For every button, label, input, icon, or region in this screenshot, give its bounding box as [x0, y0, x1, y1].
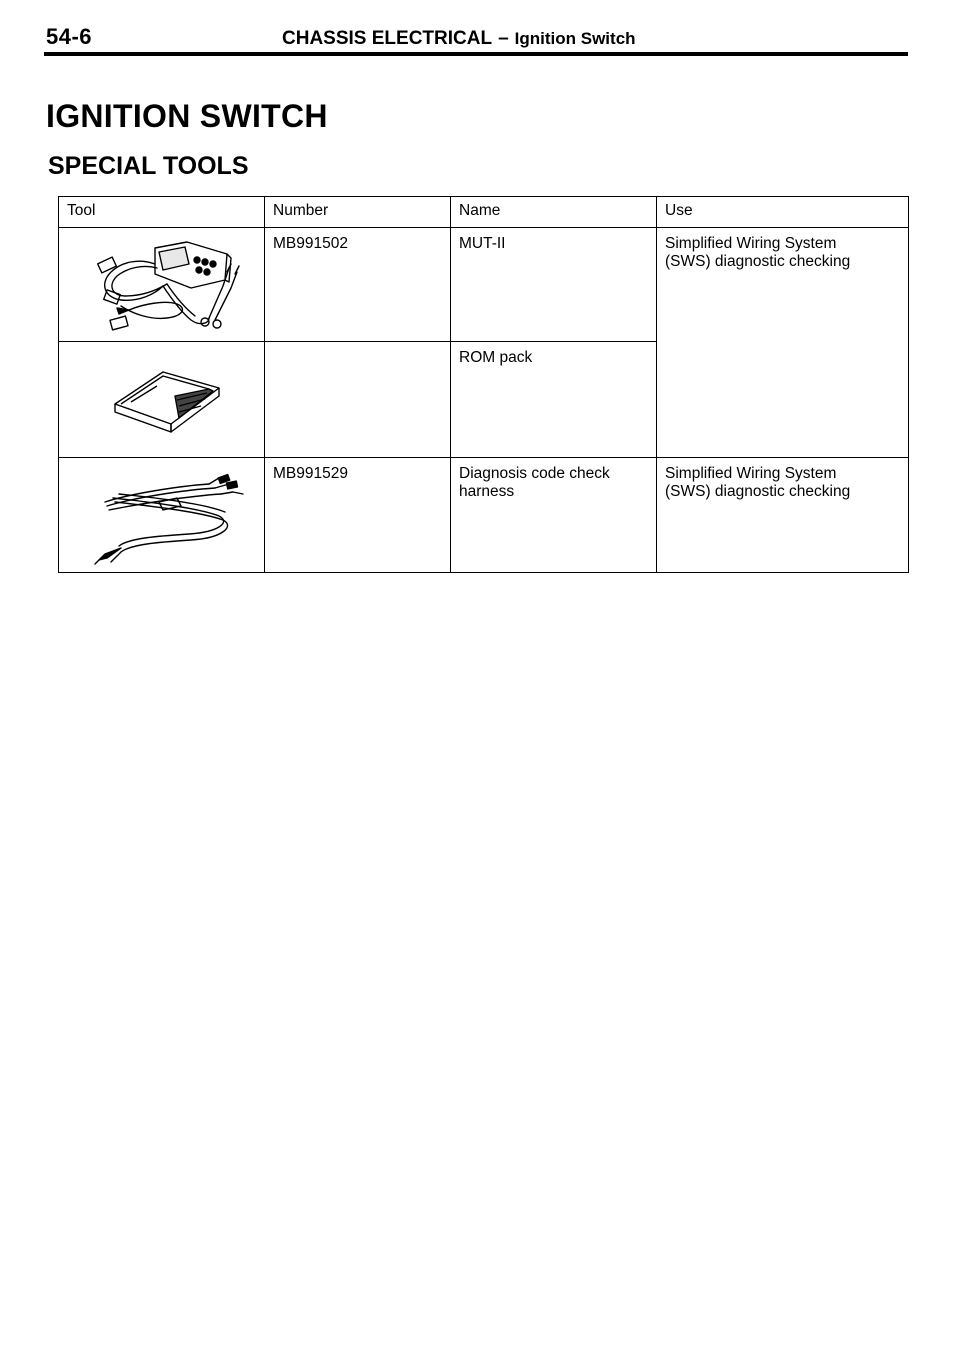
diagnosis-harness-illustration: [59, 458, 265, 567]
column-header-tool: Tool: [59, 197, 265, 228]
column-header-use: Use: [657, 197, 909, 228]
tool-use: [657, 458, 909, 573]
section-subtitle: SPECIAL TOOLS: [48, 152, 249, 180]
tool-name: MUT-II: [451, 228, 657, 342]
section-title: [282, 28, 636, 50]
column-header-number: Number: [265, 197, 451, 228]
table-row: [59, 458, 909, 573]
header-rule: [44, 52, 908, 56]
tool-use-line: (SWS) diagnostic checking: [665, 253, 851, 270]
column-header-name: Name: [451, 197, 657, 228]
tool-number: [265, 342, 451, 458]
tool-number: MB991529: [265, 458, 451, 573]
page-title: IGNITION SWITCH: [46, 98, 328, 134]
tool-image-cell: [59, 228, 265, 342]
special-tools-table: [58, 196, 909, 573]
tool-number: MB991502: [265, 228, 451, 342]
tool-image-cell: [59, 342, 265, 458]
tool-use-line: (SWS) diagnostic checking: [665, 483, 851, 500]
tool-use-line: Simplified Wiring System: [665, 235, 837, 252]
mut-ii-tester-illustration: [59, 228, 265, 336]
tool-use: [657, 228, 909, 458]
tool-use-line: Simplified Wiring System: [665, 465, 837, 482]
title-separator: –: [498, 28, 509, 49]
table-row: [59, 228, 909, 342]
tool-name: [451, 458, 657, 573]
page-number: 54-6: [46, 24, 93, 49]
section-name: CHASSIS ELECTRICAL: [282, 28, 493, 49]
rom-pack-illustration: [59, 342, 265, 452]
subsection-name: Ignition Switch: [514, 29, 636, 48]
table-header-row: [59, 197, 909, 228]
tool-image-cell: [59, 458, 265, 573]
tool-name: ROM pack: [451, 342, 657, 458]
tool-name-line: harness: [459, 483, 515, 500]
tool-name-line: Diagnosis code check: [459, 465, 610, 482]
page-header: [46, 24, 908, 54]
